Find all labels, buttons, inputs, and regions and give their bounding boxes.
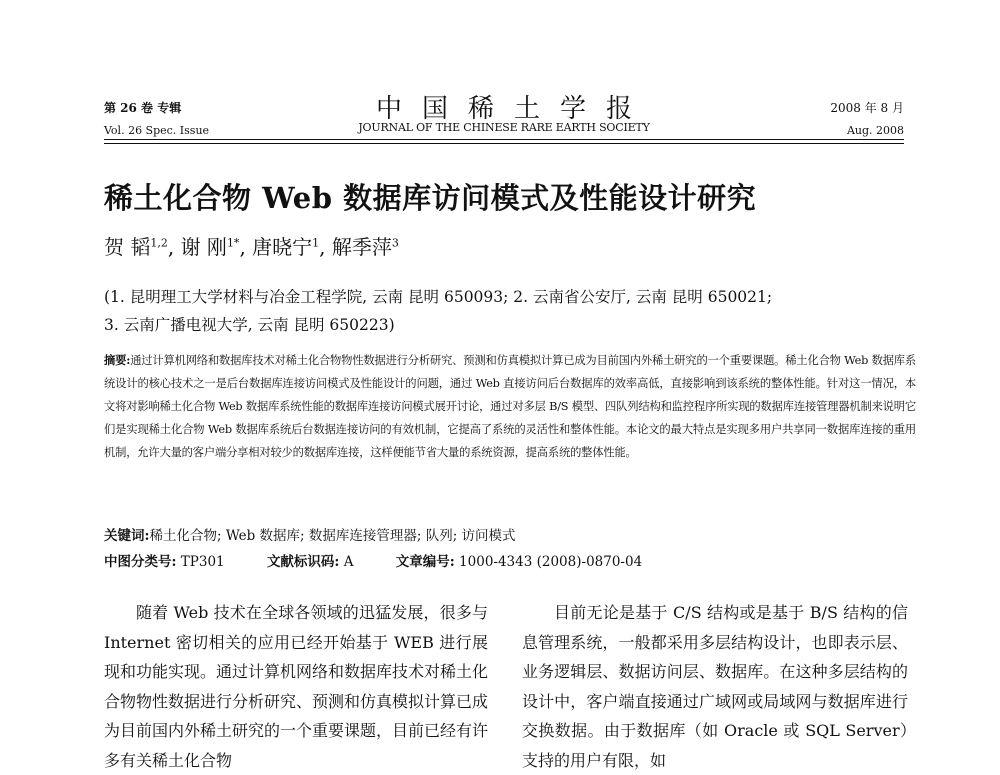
author-name: 谢 刚 [180, 235, 227, 259]
clc-label: 中图分类号: [104, 554, 177, 570]
keywords-text: 稀土化合物; Web 数据库; 数据库连接管理器; 队列; 访问模式 [149, 528, 516, 544]
author-affil-mark: 1 [312, 236, 320, 250]
author-affil-mark: 3 [391, 236, 399, 250]
author-affil-mark: 1* [226, 236, 240, 250]
keywords-label: 关键词: [104, 528, 150, 544]
body-paragraph: 目前无论是基于 C/S 结构或是基于 B/S 结构的信息管理系统，一般都采用多层结构设计，也即表示层、业务逻辑层、数据访问层、数据库。在这种多层结构的设计中，客户端直接通过广域网或局域网与数据库进行交换数据。由于数据库（如 Oracle 或 SQL Server）支持的用户有限，如 [522, 603, 908, 770]
author-affil-mark: 1,2 [150, 236, 168, 250]
classification-line [104, 550, 680, 570]
author-name: 贺 韬 [104, 235, 151, 259]
abstract-text: 通过计算机网络和数据库技术对稀土化合物物性数据进行分析研究、预测和仿真模拟计算已成为目前国内外稀土研究的一个重要课题。稀土化合物 Web 数据库系统设计的核心技术之一是后台数据库连接访问模式及性能设计的问题，通过 Web 直接访问后台数据库的效率高低，直接影响到该系统的整体性能。针对这一情况，本文将对影响稀土化合物 Web 数据库系统性能的数据库连接访问模式展开讨论，通过对多层 B/S 模型、四队列结构和监控程序所实现的数据库连接管理器机制来说明它们是实现稀土化合物 Web 数据库系统后台数据连接访问的有效机制，它提高了系统的灵活性和整体性能。本论文的最大特点是实现多用户共享同一数据库连接的重用机制，允许大量的客户端分享相对较少的数据库连接，这样便能节省大量的系统资源，提高系统的整体性能。 [104, 354, 916, 459]
affiliation-line-1: (1. 昆明理工大学材料与冶金工程学院, 云南 昆明 650093; 2. 云南省公安厅, 云南 昆明 650021; [104, 288, 773, 306]
author-name: 解季萍 [331, 235, 392, 259]
clc-number [104, 554, 225, 570]
journal-header [104, 88, 904, 124]
clc-value: TP301 [180, 554, 225, 570]
volume-cn: 第 26 卷 专辑 [104, 101, 182, 115]
author-separator: , [239, 235, 253, 259]
doc-label: 文献标识码: [266, 554, 340, 570]
article-value: 1000-4343 (2008)-0870-04 [459, 554, 643, 570]
body-column-right [522, 598, 908, 775]
author-name: 唐晓宁 [252, 235, 313, 259]
header-rule-thick [104, 139, 904, 140]
journal-title-en: JOURNAL OF THE CHINESE RARE EARTH SOCIETY [358, 121, 650, 134]
doc-value: A [343, 554, 354, 570]
keywords [104, 524, 516, 544]
volume-en: Vol. 26 Spec. Issue [104, 124, 210, 137]
body-paragraph: 随着 Web 技术在全球各领域的迅猛发展，很多与 Internet 密切相关的应用已经开始基于 WEB 进行展现和功能实现。通过计算机网络和数据库技术对稀土化合物物性数据进行分析研究、预测和仿真模拟计算已成为目前国内外稀土研究的一个重要课题，目前已经有许多有关稀土化合物 [104, 603, 489, 770]
paper-title: 稀土化合物 Web 数据库访问模式及性能设计研究 [104, 181, 757, 215]
date-en: Aug. 2008 [846, 124, 904, 137]
body-column-left [104, 598, 488, 775]
journal-title-cn: 中国稀土学报 [375, 94, 652, 124]
author-separator: , [167, 235, 181, 259]
header-rule-thin [104, 143, 904, 144]
affiliation-line-2: 3. 云南广播电视大学, 云南 昆明 650223) [104, 316, 395, 334]
author-separator: , [319, 235, 332, 259]
abstract-label: 摘要: [104, 353, 131, 367]
document-code [267, 554, 354, 570]
article-number [396, 554, 642, 570]
date-cn: 2008 年 8 月 [830, 101, 904, 115]
author-list [104, 231, 399, 260]
article-label: 文章编号: [395, 554, 455, 570]
abstract [104, 349, 916, 464]
journal-header-en [104, 121, 904, 139]
